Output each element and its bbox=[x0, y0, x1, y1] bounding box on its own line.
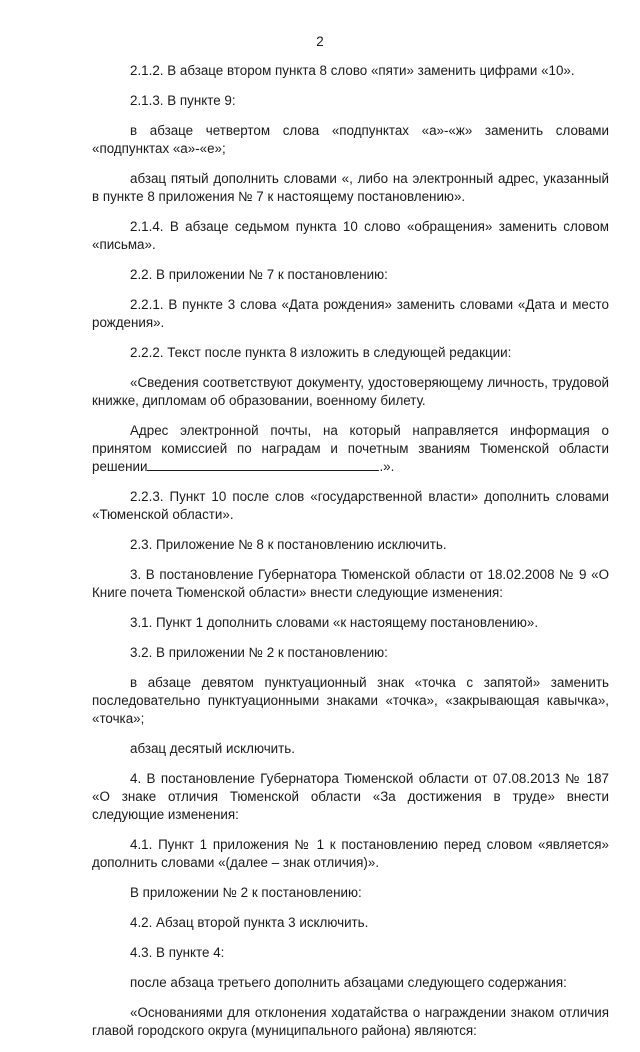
paragraph: 4.1. Пункт 1 приложения № 1 к постановлению перед словом «является» дополнить словами «(далее – знак отличия)». bbox=[92, 837, 609, 870]
paragraph: 2.3. Приложение № 8 к постановлению исключить. bbox=[130, 537, 447, 552]
paragraph: абзац десятый исключить. bbox=[130, 741, 295, 756]
paragraph-text: Адрес электронной почты, на который направляется информация о принятом комиссией по наградам и почетным званиям Тюменской области решении bbox=[92, 423, 609, 474]
paragraph: в абзаце четвертом слова «подпунктах «а»-«ж» заменить словами «подпунктах «а»-«е»; bbox=[92, 123, 609, 156]
page-number: 2 bbox=[316, 34, 324, 49]
paragraph: в абзаце девятом пунктуационный знак «точка с запятой» заменить последовательно пунктуационными знаками «точка», «закрывающая кавычка», «точка»; bbox=[92, 675, 609, 726]
paragraph: 2.1.4. В абзаце седьмом пункта 10 слово «обращения» заменить словом «письма». bbox=[92, 219, 609, 252]
paragraph: 3.2. В приложении № 2 к постановлению: bbox=[130, 645, 388, 660]
paragraph: «Основаниями для отклонения ходатайства о награждении знаком отличия главой городского округа (муниципального района) являются: bbox=[92, 1005, 609, 1038]
paragraph: 3. В постановление Губернатора Тюменской области от 18.02.2008 № 9 «О Книге почета Тюменской области» внести следующие изменения: bbox=[92, 567, 609, 600]
paragraph: 2.2. В приложении № 7 к постановлению: bbox=[130, 267, 388, 282]
paragraph: 2.2.2. Текст после пункта 8 изложить в следующей редакции: bbox=[130, 345, 512, 360]
paragraph: 3.1. Пункт 1 дополнить словами «к настоящему постановлению». bbox=[130, 615, 539, 630]
paragraph: 2.2.1. В пункте 3 слова «Дата рождения» заменить словами «Дата и место рождения». bbox=[92, 297, 609, 330]
paragraph: 2.1.2. В абзаце втором пункта 8 слово «пяти» заменить цифрами «10». bbox=[130, 63, 575, 78]
paragraph: 4.3. В пункте 4: bbox=[130, 945, 225, 960]
blank-suffix: .». bbox=[379, 459, 395, 474]
paragraph: 2.1.3. В пункте 9: bbox=[130, 93, 236, 108]
paragraph: «Сведения соответствуют документу, удостоверяющему личность, трудовой книжке, дипломам об образовании, военному билету. bbox=[92, 375, 609, 408]
paragraph: 4. В постановление Губернатора Тюменской области от 07.08.2013 № 187 «О знаке отличия Тюменской области «За достижения в труде» внести следующие изменения: bbox=[92, 771, 609, 822]
paragraph-with-blank bbox=[92, 422, 609, 476]
paragraph: после абзаца третьего дополнить абзацами следующего содержания: bbox=[130, 975, 567, 990]
document-body bbox=[92, 62, 609, 1052]
fill-in-blank bbox=[147, 458, 379, 471]
paragraph: В приложении № 2 к постановлению: bbox=[130, 885, 362, 900]
paragraph: 2.2.3. Пункт 10 после слов «государственной власти» дополнить словами «Тюменской области». bbox=[92, 489, 609, 522]
paragraph: 4.2. Абзац второй пункта 3 исключить. bbox=[130, 915, 369, 930]
paragraph: абзац пятый дополнить словами «, либо на электронный адрес, указанный в пункте 8 приложения № 7 к настоящему постановлению». bbox=[92, 171, 609, 204]
